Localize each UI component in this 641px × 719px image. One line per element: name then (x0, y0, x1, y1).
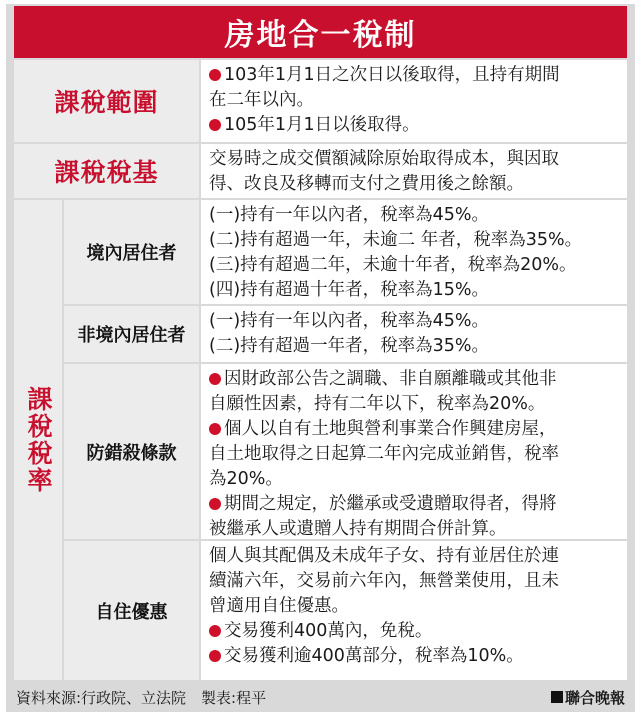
list-item-text: 曾適用自住優惠。 (209, 596, 349, 616)
brand-name: 聯合晚報 (564, 688, 625, 707)
red-dot-icon (209, 423, 221, 435)
list-item-text: 自土地取得之日起算二年內完成並銷售，稅率 (209, 444, 559, 464)
list-item-line (209, 113, 619, 138)
antiavoid-content (201, 364, 627, 539)
text-line: (一)持有一年以內者，稅率為45%。 (209, 205, 490, 225)
list-item-text: 自願性因素，持有二年以下，稅率為20%。 (209, 394, 546, 414)
list-item-line (209, 442, 619, 467)
list-item-line (209, 594, 619, 619)
list-item-line (209, 367, 619, 392)
list-item-line (209, 417, 619, 442)
list-item-text: 交易獲利逾400萬部分，稅率為10%。 (224, 646, 524, 666)
text-line: (四)持有超過十年者，稅率為15%。 (209, 280, 490, 300)
list-item-text: 103年1月1日之次日以後取得，且持有期間 (224, 65, 560, 85)
scope-label: 課稅範圍 (14, 60, 199, 142)
red-dot-icon (209, 498, 221, 510)
page-title: 房地合一稅制 (14, 6, 627, 58)
list-item-text: 個人與其配偶及未成年子女、持有並居住於連 (209, 546, 559, 566)
list-item-line (209, 63, 619, 88)
text-line: (一)持有一年以內者，稅率為45%。 (209, 311, 490, 331)
nonresident-content (201, 306, 627, 362)
selfuse-content (201, 541, 627, 680)
list-item-line (209, 392, 619, 417)
nonresident-label: 非境內居住者 (64, 306, 199, 362)
list-item-text: 期間之規定，於繼承或受遺贈取得者，得將 (224, 494, 557, 514)
list-item-text: 個人以自有土地與營利事業合作興建房屋， (224, 419, 557, 439)
red-dot-icon (209, 625, 221, 637)
red-dot-icon (209, 650, 221, 662)
text-line: (三)持有超過二年，未逾十年者，稅率為20%。 (209, 255, 577, 275)
list-item-line (209, 517, 619, 542)
text-line: 交易時之成交價額減除原始取得成本，與因取 (209, 149, 559, 169)
source-credit: 資料來源:行政院、立法院 製表:程平 (16, 688, 267, 707)
rate-label: 課稅稅率 (14, 200, 62, 680)
brand-square-icon (551, 691, 563, 703)
text-line: (二)持有超過一年者，稅率為35%。 (209, 336, 490, 356)
text-line: 得、改良及移轉而支付之費用後之餘額。 (209, 174, 524, 194)
list-item-text: 續滿六年，交易前六年內，無營業使用，且未 (209, 571, 559, 591)
infographic-frame (6, 4, 635, 712)
list-item-line (209, 644, 619, 669)
scope-content (201, 60, 627, 142)
list-item-text: 交易獲利400萬內，免稅。 (224, 621, 433, 641)
list-item-line (209, 619, 619, 644)
selfuse-label: 自住優惠 (64, 541, 199, 680)
footer (6, 682, 635, 712)
list-item-line (209, 569, 619, 594)
list-item-line (209, 467, 619, 492)
list-item-text: 105年1月1日以後取得。 (224, 115, 420, 135)
list-item-text: 因財政部公告之調職、非自願離職或其他非 (224, 369, 557, 389)
base-content (201, 144, 627, 198)
list-item-text: 為20%。 (209, 469, 283, 489)
resident-content (201, 200, 627, 304)
list-item-line (209, 544, 619, 569)
list-item-text: 在二年以內。 (209, 90, 314, 110)
red-dot-icon (209, 69, 221, 81)
resident-label: 境內居住者 (64, 200, 199, 304)
list-item-line (209, 492, 619, 517)
list-item-text: 被繼承人或遺贈人持有期間合併計算。 (209, 519, 507, 539)
base-label: 課稅稅基 (14, 144, 199, 198)
red-dot-icon (209, 373, 221, 385)
antiavoid-label: 防錯殺條款 (64, 364, 199, 539)
list-item-line (209, 88, 619, 113)
red-dot-icon (209, 119, 221, 131)
text-line: (二)持有超過一年，未逾二 年者，稅率為35%。 (209, 230, 583, 250)
brand (551, 687, 625, 708)
